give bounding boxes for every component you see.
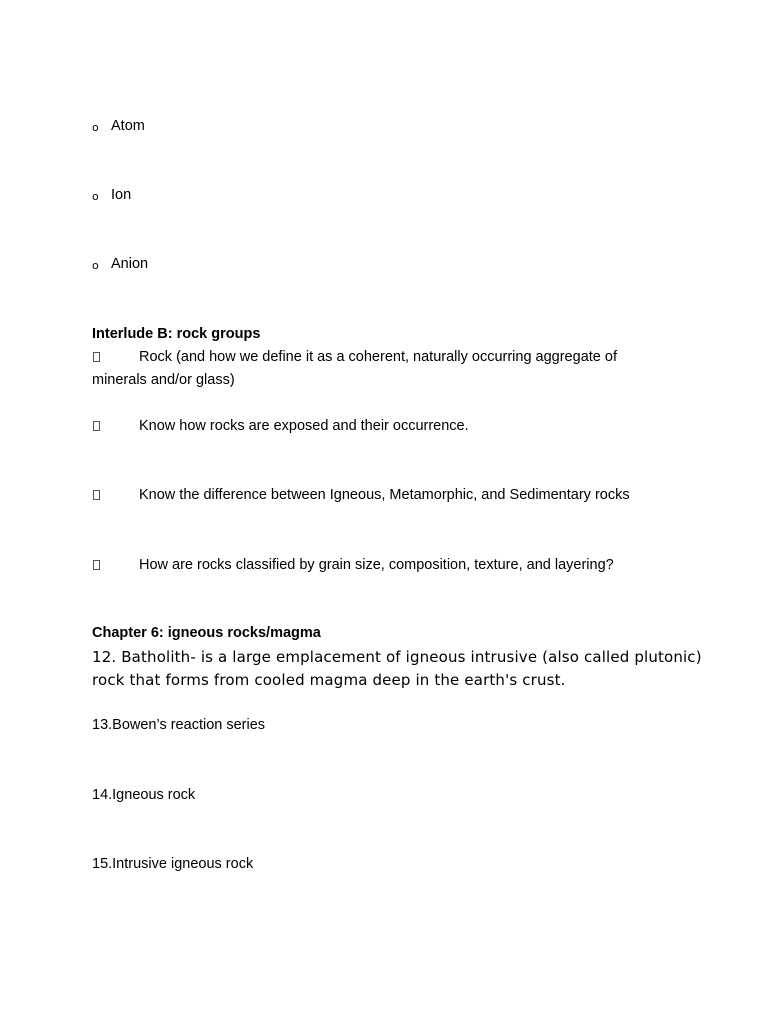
numbered-item-igneous-rock: 14.Igneous rock <box>92 787 196 803</box>
list-item-atom: Atom <box>111 118 145 134</box>
circle-bullet-icon: o <box>92 121 99 134</box>
circle-bullet-icon: o <box>92 190 99 203</box>
section-heading-interlude: Interlude B: rock groups <box>92 326 261 342</box>
interlude-item-rock-line1: Rock (and how we define it as a coherent, naturally occurring aggregate of <box>139 349 617 365</box>
circle-bullet-icon: o <box>92 259 99 272</box>
batholith-definition-line1: 12. Batholith- is a large emplacement of igneous intrusive (also called plutonic) <box>92 648 702 666</box>
interlude-item-rock-line2: minerals and/or glass) <box>92 372 235 388</box>
batholith-definition-line2: rock that forms from cooled magma deep in the earth's crust. <box>92 671 566 689</box>
box-bullet-icon <box>93 421 100 431</box>
list-item-ion: Ion <box>111 187 132 203</box>
interlude-item-rock-types: Know the difference between Igneous, Metamorphic, and Sedimentary rocks <box>139 487 630 503</box>
section-heading-chapter6: Chapter 6: igneous rocks/magma <box>92 625 321 641</box>
numbered-item-intrusive: 15.Intrusive igneous rock <box>92 856 254 872</box>
list-item-anion: Anion <box>111 256 149 272</box>
box-bullet-icon <box>93 490 100 500</box>
numbered-item-bowen: 13.Bowen’s reaction series <box>92 717 266 733</box>
interlude-item-exposure: Know how rocks are exposed and their occurrence. <box>139 418 469 434</box>
interlude-item-classification: How are rocks classified by grain size, composition, texture, and layering? <box>139 557 614 573</box>
box-bullet-icon <box>93 352 100 362</box>
box-bullet-icon <box>93 560 100 570</box>
